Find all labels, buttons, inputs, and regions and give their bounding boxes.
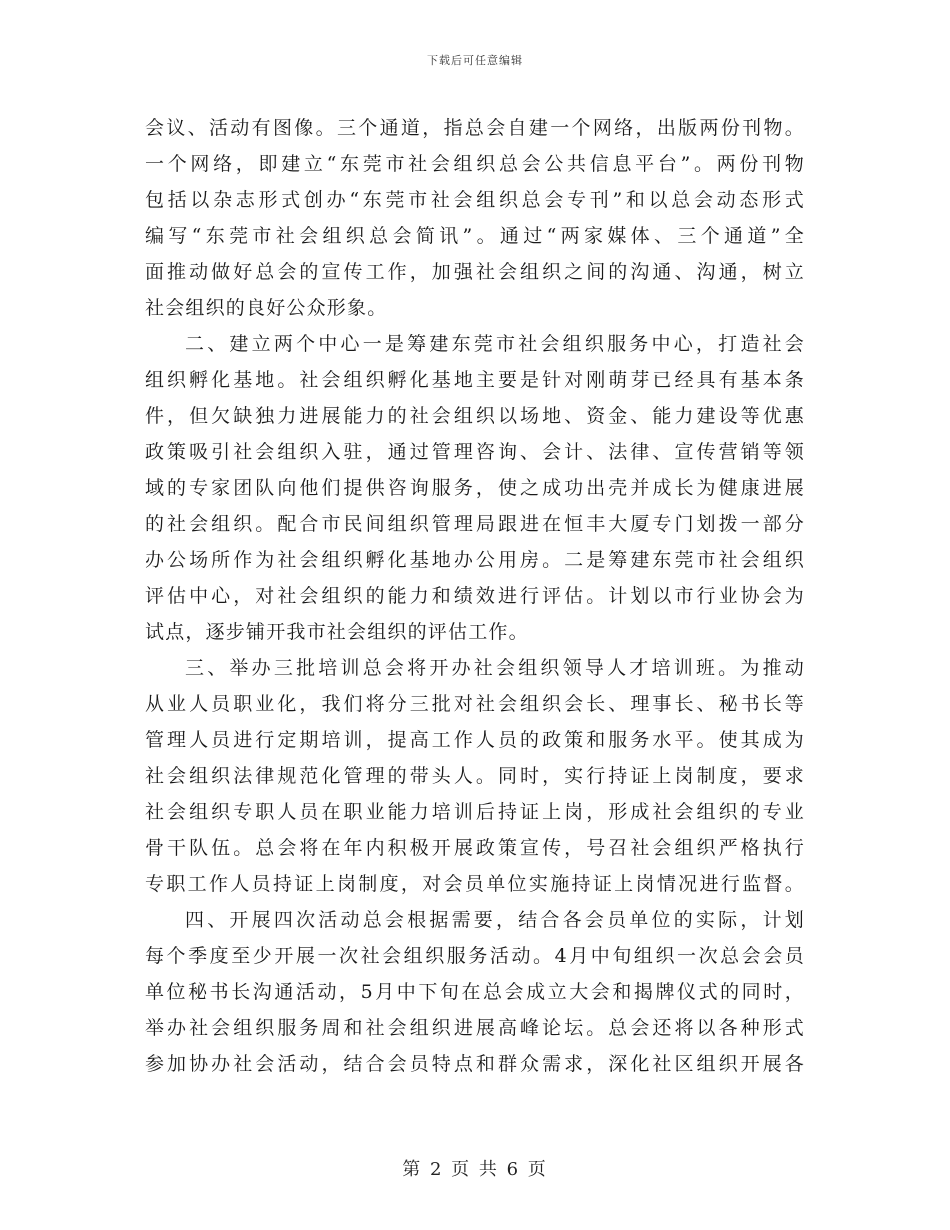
paragraph <box>145 902 805 1082</box>
text-line: 参加协办社会活动，结合会员特点和群众需求，深化社区组织开展各 <box>145 1053 805 1075</box>
text-line: 社会组织专职人员在职业能力培训后持证上岗，形成社会组织的专业 <box>145 801 805 823</box>
text-line: 每个季度至少开展一次社会组织服务活动。4月中旬组织一次总会会员 <box>145 945 805 967</box>
text-line: 试点，逐步铺开我市社会组织的评估工作。 <box>145 621 529 643</box>
paragraph <box>145 650 805 902</box>
page-header: 下载后可任意编辑 <box>427 54 523 67</box>
text-line: 二、建立两个中心一是筹建东莞市社会组织服务中心，打造社会 <box>185 333 805 355</box>
page-number-footer: 第 2 页 共 6 页 <box>402 1159 548 1180</box>
text-line: 社会组织法律规范化管理的带头人。同时，实行持证上岗制度，要求 <box>145 765 805 787</box>
text-line: 从业人员职业化，我们将分三批对社会组织会长、理事长、秘书长等 <box>145 693 805 715</box>
text-line: 组织孵化基地。社会组织孵化基地主要是针对刚萌芽已经具有基本条 <box>145 369 805 391</box>
text-line: 一个网络，即建立“东莞市社会组织总会公共信息平台”。两份刊物 <box>145 153 805 175</box>
text-line: 三、举办三批培训总会将开办社会组织领导人才培训班。为推动 <box>185 657 805 679</box>
text-line: 包括以杂志形式创办“东莞市社会组织总会专刊”和以总会动态形式 <box>145 189 805 211</box>
text-line: 管理人员进行定期培训，提高工作人员的政策和服务水平。使其成为 <box>145 729 805 751</box>
text-line: 面推动做好总会的宣传工作，加强社会组织之间的沟通、沟通，树立 <box>145 261 805 283</box>
text-line: 单位秘书长沟通活动，5月中下旬在总会成立大会和揭牌仪式的同时， <box>145 981 805 1003</box>
text-line: 社会组织的良好公众形象。 <box>145 297 388 319</box>
text-line: 编写“东莞市社会组织总会简讯”。通过“两家媒体、三个通道”全 <box>145 225 805 247</box>
document-body <box>145 110 805 1082</box>
text-line: 举办社会组织服务周和社会组织进展高峰论坛。总会还将以各种形式 <box>145 1017 805 1039</box>
paragraph <box>145 326 805 650</box>
text-line: 专职工作人员持证上岗制度，对会员单位实施持证上岗情况进行监督。 <box>145 873 805 895</box>
text-line: 域的专家团队向他们提供咨询服务，使之成功出壳并成长为健康进展 <box>145 477 805 499</box>
text-line: 评估中心，对社会组织的能力和绩效进行评估。计划以市行业协会为 <box>145 585 805 607</box>
text-line: 的社会组织。配合市民间组织管理局跟进在恒丰大厦专门划拨一部分 <box>145 513 805 535</box>
paragraph <box>145 110 805 326</box>
text-line: 办公场所作为社会组织孵化基地办公用房。二是筹建东莞市社会组织 <box>145 549 805 571</box>
text-line: 件，但欠缺独力进展能力的社会组织以场地、资金、能力建设等优惠 <box>145 405 805 427</box>
text-line: 政策吸引社会组织入驻，通过管理咨询、会计、法律、宣传营销等领 <box>145 441 805 463</box>
text-line: 会议、活动有图像。三个通道，指总会自建一个网络，出版两份刊物。 <box>145 117 805 139</box>
text-line: 骨干队伍。总会将在年内积极开展政策宣传，号召社会组织严格执行 <box>145 837 805 859</box>
text-line: 四、开展四次活动总会根据需要，结合各会员单位的实际，计划 <box>185 909 805 931</box>
